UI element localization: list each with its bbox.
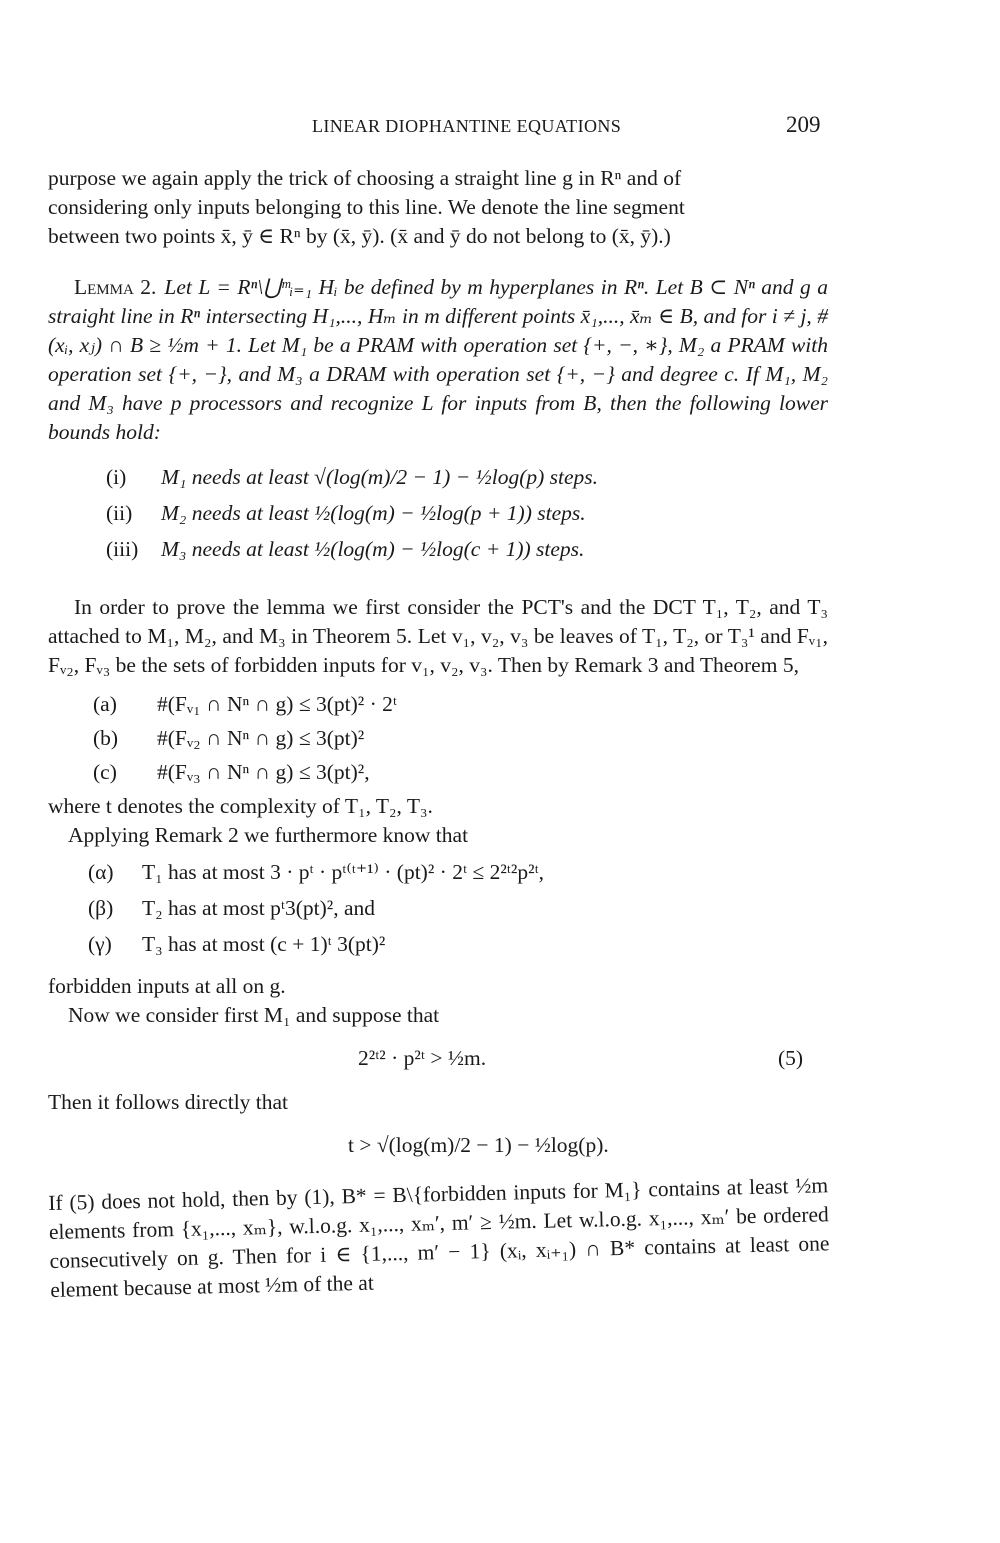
equation-5-number: (5) (778, 1046, 804, 1070)
equation-5 (48, 1036, 828, 1080)
intro-line: between two points x̄, ȳ ∈ Rⁿ by (x̄, ȳ). (x̄ and ȳ do not belong to (x̄, ȳ).) (48, 224, 671, 248)
greek-label: (γ) (88, 932, 112, 956)
case-item (93, 690, 828, 724)
equation-5-formula: 2²ᵗ² · p²ᵗ > ½m. (358, 1046, 487, 1070)
greek-item (88, 930, 828, 966)
greek-text: T₂ has at most pᵗ3(pt)², and (142, 896, 376, 920)
lemma-statement: Let L = Rⁿ\⋃ᵐᵢ₌₁ Hᵢ be defined by m hyperplanes in Rⁿ. Let B ⊂ Nⁿ and g a straight line in Rⁿ intersecting H₁,..., Hₘ in m different points x̄₁,..., x̄ₘ ∈ B, and for i ≠ j, #(xᵢ, xⱼ) ∩ B ≥ ½m + 1. Let M₁ be a PRAM with operation set {+, −, ∗}, M₂ a PRAM with operation set {+, −}, and M₃ a DRAM with operation set {+, −} and degree c. If M₁, M₂ and M₃ have p processors and recognize L for inputs from B, then the following lower bounds hold: (48, 275, 828, 444)
case-item (93, 758, 828, 792)
forbidden-line: forbidden inputs at all on g. (48, 974, 286, 998)
bound-text: M₃ needs at least ½(log(m) − ½log(c + 1)) steps. (161, 537, 585, 561)
equation-t-bound (48, 1123, 828, 1169)
page-header (0, 112, 1000, 142)
forbidden-count-list (88, 858, 828, 966)
bound-number: (ii) (106, 501, 133, 525)
cases-list (93, 690, 828, 792)
case-formula: #(Fᵥ₃ ∩ Nⁿ ∩ g) ≤ 3(pt)², (157, 760, 370, 784)
bound-item (106, 499, 828, 535)
intro-line: purpose we again apply the trick of choosing a straight line g in Rⁿ and of (48, 166, 682, 190)
case-label: (a) (93, 692, 117, 716)
bound-number: (i) (106, 465, 127, 489)
bound-text: M₁ needs at least √(log(m)/2 − 1) − ½log(p) steps. (161, 465, 599, 489)
page-body (48, 164, 828, 1305)
intro-paragraph (48, 164, 828, 251)
case-formula: #(Fᵥ₁ ∩ Nⁿ ∩ g) ≤ 3(pt)² · 2ᵗ (157, 692, 398, 716)
lemma-bounds-list (106, 463, 828, 571)
page-number: 209 (786, 112, 821, 137)
greek-label: (β) (88, 896, 114, 920)
bound-item (106, 463, 828, 499)
running-title: LINEAR DIOPHANTINE EQUATIONS (312, 116, 622, 136)
bound-number: (iii) (106, 537, 139, 561)
final-paragraph: If (5) does not hold, then by (1), B* = B\{forbidden inputs for M₁} contains at least ½m elements from {x₁,..., xₘ}, w.l.o.g. x₁,..., xₘ′, m′ ≥ ½m. Let w.l.o.g. x₁,..., xₘ′ be ordered consecutively on g. Then for i ∈ {1,..., m′ − 1} (xᵢ, xᵢ₊₁) ∩ B* contains at least one element because at most ½m of the at (48, 1173, 830, 1302)
case-label: (c) (93, 760, 117, 784)
where-line: where t denotes the complexity of T₁, T₂, T₃. (48, 794, 433, 818)
greek-item (88, 894, 828, 930)
case-item (93, 724, 828, 758)
case-label: (b) (93, 726, 119, 750)
remark-line: Applying Remark 2 we furthermore know that (68, 823, 469, 847)
now-line: Now we consider first M₁ and suppose that (68, 1003, 440, 1027)
proof-paragraph: In order to prove the lemma we first consider the PCT's and the DCT T₁, T₂, and T₃ attached to M₁, M₂, and M₃ in Theorem 5. Let v₁, v₂, v₃ be leaves of T₁, T₂, or T₃¹ and Fᵥ₁, Fᵥ₂, Fᵥ₃ be the sets of forbidden inputs for v₁, v₂, v₃. Then by Remark 3 and Theorem 5, (48, 595, 828, 677)
greek-label: (α) (88, 860, 114, 884)
greek-text: T₁ has at most 3 · pᵗ · pᵗ⁽ᵗ⁺¹⁾ · (pt)² · 2ᵗ ≤ 2²ᵗ²p²ᵗ, (142, 860, 545, 884)
intro-line: considering only inputs belonging to this line. We denote the line segment (48, 195, 685, 219)
greek-item (88, 858, 828, 894)
lemma-block (48, 273, 828, 447)
equation-t-formula: t > √(log(m)/2 − 1) − ½log(p). (348, 1133, 609, 1157)
bound-item (106, 535, 828, 571)
greek-text: T₃ has at most (c + 1)ᵗ 3(pt)² (142, 932, 386, 956)
case-formula: #(Fᵥ₂ ∩ Nⁿ ∩ g) ≤ 3(pt)² (157, 726, 365, 750)
then-line: Then it follows directly that (48, 1090, 289, 1114)
lemma-label: Lemma 2. (74, 275, 157, 299)
bound-text: M₂ needs at least ½(log(m) − ½log(p + 1)) steps. (161, 501, 586, 525)
